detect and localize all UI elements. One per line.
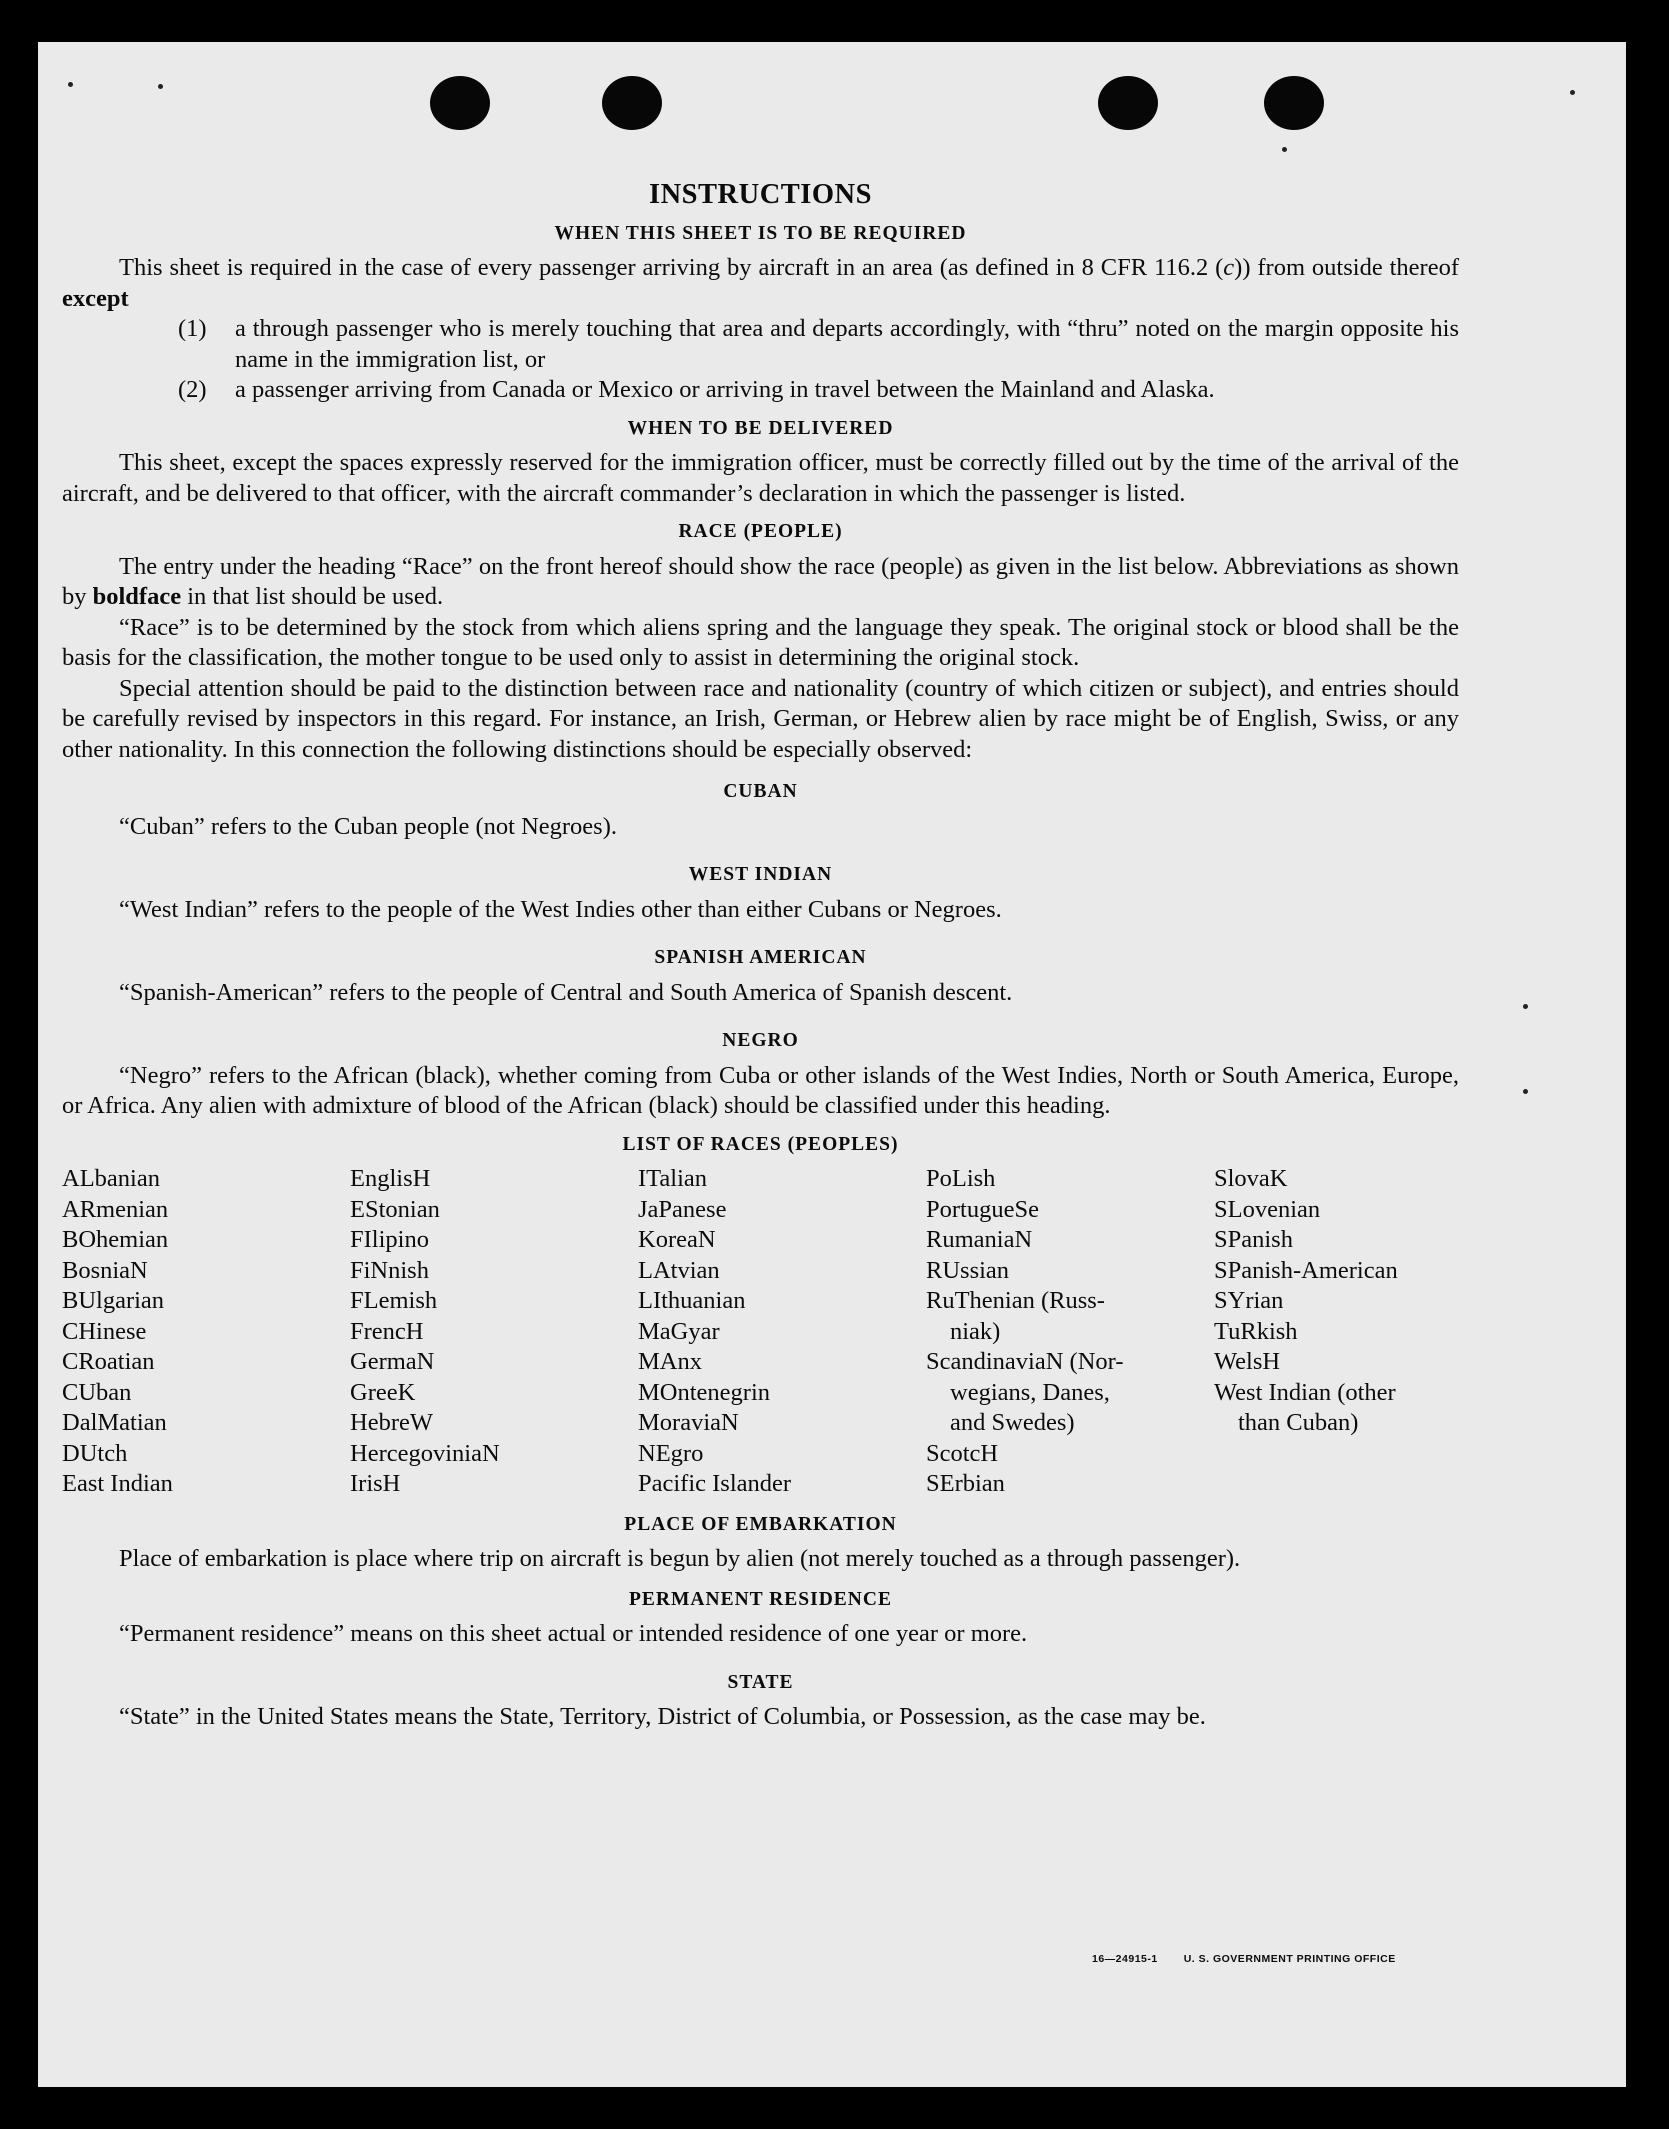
- race-column: [62, 1164, 350, 1500]
- heading-list-of-races: LIST OF RACES (PEOPLES): [622, 1133, 899, 1155]
- race-entry: ITalian: [638, 1165, 708, 1192]
- race-entry: SErbian: [926, 1470, 1005, 1497]
- race-entry: ScotcH: [926, 1439, 999, 1467]
- race-entry: RUssian: [926, 1256, 1010, 1284]
- heading-embarkation: PLACE OF EMBARKATION: [624, 1513, 897, 1535]
- punch-hole: [430, 76, 490, 130]
- west-indian-text: “West Indian” refers to the people of the West Indies other than either Cubans or Negroes.: [119, 895, 1002, 923]
- race-entry: RumaniaN: [926, 1226, 1033, 1253]
- race-paragraph-1: The entry under the heading “Race” on the front hereof should show the race (people) as given in the list below. Abbreviations as shown by boldface in that list should be used.: [62, 552, 1459, 610]
- form-sheet: [38, 42, 1626, 2087]
- when-delivered-text: This sheet, except the spaces expressly reserved for the immigration officer, must be correctly filled out by the time of the arrival of the aircraft, and be delivered to that officer, with the aircraft commander’s declaration in which the passenger is listed.: [62, 449, 1459, 507]
- heading-spanish-american: SPANISH AMERICAN: [654, 947, 867, 968]
- spanish-american-text: “Spanish-American” refers to the people of Central and South America of Spanish descent.: [119, 978, 1013, 1006]
- race-entry: CHinese: [62, 1317, 147, 1345]
- race-entry-continuation: wegians, Danes,: [950, 1378, 1110, 1406]
- embarkation-text: Place of embarkation is place where trip on aircraft is begun by alien (not merely touched as a through passenger).: [119, 1545, 1241, 1572]
- race-entry: SPanish: [1214, 1226, 1293, 1253]
- heading-west-indian: WEST INDIAN: [688, 864, 833, 885]
- race-entry: GermaN: [350, 1348, 435, 1375]
- heading-cuban: CUBAN: [723, 781, 798, 802]
- race-entry: LIthuanian: [638, 1287, 746, 1314]
- printer-name: U. S. GOVERNMENT PRINTING OFFICE: [1183, 1953, 1396, 1965]
- heading-when-delivered: WHEN TO BE DELIVERED: [627, 417, 894, 439]
- negro-text: “Negro” refers to the African (black), whether coming from Cuba or other islands of the West Indies, North or South America, Europe, or Africa. Any alien with admixture of blood of the African (black) should be classified under this heading.: [62, 1061, 1459, 1119]
- race-entry: EStonian: [350, 1195, 440, 1223]
- form-number: 16—24915-1: [1092, 1953, 1158, 1965]
- exception-item: (1) a through passenger who is merely touching that area and departs accordingly, with “thru” noted on the margin opposite his name in the immigration list, or: [178, 315, 1459, 373]
- race-entry: GreeK: [350, 1378, 416, 1406]
- race-entry: MAnx: [638, 1348, 702, 1375]
- race-entry-continuation: and Swedes): [950, 1409, 1075, 1436]
- race-entry: BOhemian: [62, 1226, 169, 1253]
- race-entry: SYrian: [1214, 1287, 1284, 1314]
- race-entry: SlovaK: [1214, 1165, 1288, 1192]
- race-entry: MoraviaN: [638, 1409, 739, 1436]
- race-entry: DalMatian: [62, 1409, 167, 1436]
- heading-permanent-residence: PERMANENT RESIDENCE: [629, 1588, 892, 1610]
- race-entry: FIlipino: [350, 1226, 429, 1253]
- race-entry: PortugueSe: [926, 1195, 1039, 1223]
- race-entry: LAtvian: [638, 1256, 720, 1284]
- heading-negro: NEGRO: [722, 1030, 799, 1051]
- race-entry: PoLish: [926, 1165, 996, 1192]
- speck: [158, 84, 163, 89]
- printer-imprint: [1092, 1953, 1422, 1965]
- heading-state: STATE: [727, 1671, 794, 1693]
- race-list: [62, 1164, 1459, 1500]
- race-entry: SPanish-American: [1214, 1256, 1398, 1284]
- race-entry: CUban: [62, 1378, 132, 1406]
- race-entry: ARmenian: [62, 1195, 169, 1223]
- race-column: [926, 1164, 1214, 1500]
- race-entry: BUlgarian: [62, 1287, 165, 1314]
- race-entry: CRoatian: [62, 1348, 155, 1375]
- race-entry: SLovenian: [1214, 1195, 1321, 1223]
- race-entry-continuation: than Cuban): [1238, 1409, 1359, 1436]
- instructions-body: [62, 180, 1459, 1733]
- punch-hole: [1264, 76, 1324, 130]
- race-entry: HercegoviniaN: [350, 1439, 500, 1467]
- state-text: “State” in the United States means the State, Territory, District of Columbia, or Possession, as the case may be.: [119, 1703, 1206, 1730]
- race-entry: EnglisH: [350, 1165, 431, 1192]
- race-entry: RuThenian (Russ-: [926, 1287, 1105, 1314]
- race-entry: IrisH: [350, 1470, 401, 1497]
- race-entry: KoreaN: [638, 1226, 716, 1253]
- race-entry: West Indian (other: [1214, 1378, 1396, 1406]
- race-entry: BosniaN: [62, 1256, 148, 1284]
- heading-race: RACE (PEOPLE): [678, 521, 843, 542]
- race-entry: MaGyar: [638, 1317, 720, 1345]
- race-entry: HebreW: [350, 1409, 433, 1436]
- race-entry: ALbanian: [62, 1165, 160, 1192]
- race-entry: DUtch: [62, 1439, 128, 1467]
- race-entry: TuRkish: [1214, 1317, 1298, 1345]
- speck: [68, 82, 73, 87]
- punch-hole: [602, 76, 662, 130]
- race-entry: FrencH: [350, 1317, 424, 1345]
- race-entry: MOntenegrin: [638, 1378, 770, 1406]
- race-entry-continuation: niak): [950, 1317, 1001, 1345]
- race-entry: JaPanese: [638, 1195, 727, 1223]
- race-column: [350, 1164, 638, 1500]
- race-paragraph-3: Special attention should be paid to the distinction between race and nationality (country of which citizen or subject), and entries should be carefully revised by inspectors in this regard. For instance, an Irish, German, or Hebrew alien by race might be of English, Swiss, or any other nationality. In this connection the following distinctions should be especially observed:: [62, 674, 1459, 763]
- race-entry: FLemish: [350, 1287, 438, 1314]
- race-entry: Pacific Islander: [638, 1470, 792, 1497]
- exception-item: (2) a passenger arriving from Canada or Mexico or arriving in travel between the Mainland and Alaska.: [178, 376, 1215, 403]
- race-entry: ScandinaviaN (Nor-: [926, 1348, 1124, 1375]
- punch-hole: [1098, 76, 1158, 130]
- race-paragraph-2: “Race” is to be determined by the stock from which aliens spring and the language they speak. The original stock or blood shall be the basis for the classification, the mother tongue to be used only to assist in determining the original stock.: [62, 613, 1459, 671]
- cuban-text: “Cuban” refers to the Cuban people (not Negroes).: [119, 812, 617, 840]
- race-column: [638, 1164, 926, 1500]
- when-required-intro: This sheet is required in the case of every passenger arriving by aircraft in an area (as defined in 8 CFR 116.2 (c)) from outside thereof except: [62, 254, 1459, 312]
- race-entry: WelsH: [1214, 1348, 1281, 1375]
- speck: [1570, 90, 1575, 95]
- race-entry: NEgro: [638, 1439, 704, 1467]
- page-title: INSTRUCTIONS: [649, 179, 872, 210]
- heading-when-required: WHEN THIS SHEET IS TO BE REQUIRED: [554, 222, 967, 244]
- race-entry: East Indian: [62, 1470, 173, 1497]
- speck: [1523, 1089, 1528, 1094]
- race-entry: FiNnish: [350, 1256, 429, 1284]
- permanent-residence-text: “Permanent residence” means on this sheet actual or intended residence of one year or more.: [119, 1620, 1028, 1647]
- speck: [1523, 1004, 1528, 1009]
- race-column: [1214, 1164, 1502, 1500]
- speck: [1282, 147, 1287, 152]
